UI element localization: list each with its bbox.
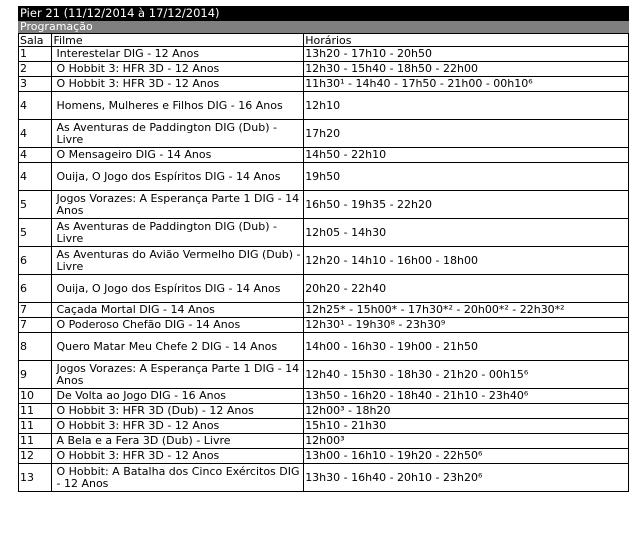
sala-cell: 4 — [19, 148, 52, 163]
showtimes-cell: 12h20 - 14h10 - 16h00 - 18h00 — [304, 247, 629, 275]
film-cell: O Hobbit: A Batalha dos Cinco Exércitos DIG - 12 Anos — [52, 464, 304, 492]
film-cell: O Hobbit 3: HFR 3D - 12 Anos — [52, 419, 304, 434]
column-header-horarios: Horários — [304, 34, 629, 47]
table-row — [19, 333, 629, 361]
film-cell: Ouija, O Jogo dos Espíritos DIG - 14 Anos — [52, 275, 304, 303]
cinema-title: Pier 21 (11/12/2014 à 17/12/2014) — [18, 6, 629, 21]
table-header-row — [19, 34, 629, 47]
showtimes-cell: 17h20 — [304, 120, 629, 148]
table-row — [19, 92, 629, 120]
showtimes-cell: 13h00 - 16h10 - 19h20 - 22h50⁶ — [304, 449, 629, 464]
showtimes-cell: 12h05 - 14h30 — [304, 219, 629, 247]
table-row — [19, 62, 629, 77]
film-cell: As Aventuras de Paddington DIG (Dub) - Livre — [52, 219, 304, 247]
showtimes-cell: 12h10 — [304, 92, 629, 120]
table-row — [19, 275, 629, 303]
sala-cell: 11 — [19, 434, 52, 449]
showtimes-cell: 12h00³ — [304, 434, 629, 449]
showtimes-cell: 14h00 - 16h30 - 19h00 - 21h50 — [304, 333, 629, 361]
film-cell: Caçada Mortal DIG - 14 Anos — [52, 303, 304, 318]
table-row — [19, 247, 629, 275]
table-row — [19, 148, 629, 163]
table-row — [19, 449, 629, 464]
schedule-panel — [18, 6, 629, 492]
section-title: Programação — [18, 21, 629, 33]
schedule-table — [18, 33, 629, 492]
sala-cell: 5 — [19, 191, 52, 219]
sala-cell: 12 — [19, 449, 52, 464]
showtimes-cell: 12h25* - 15h00* - 17h30*² - 20h00*² - 22h30*² — [304, 303, 629, 318]
film-cell: Quero Matar Meu Chefe 2 DIG - 14 Anos — [52, 333, 304, 361]
film-cell: Interestelar DIG - 12 Anos — [52, 47, 304, 62]
film-cell: A Bela e a Fera 3D (Dub) - Livre — [52, 434, 304, 449]
table-row — [19, 389, 629, 404]
sala-cell: 4 — [19, 163, 52, 191]
showtimes-cell: 11h30¹ - 14h40 - 17h50 - 21h00 - 00h10⁶ — [304, 77, 629, 92]
sala-cell: 4 — [19, 92, 52, 120]
showtimes-cell: 13h20 - 17h10 - 20h50 — [304, 47, 629, 62]
table-row — [19, 303, 629, 318]
sala-cell: 7 — [19, 318, 52, 333]
showtimes-cell: 12h30 - 15h40 - 18h50 - 22h00 — [304, 62, 629, 77]
table-row — [19, 77, 629, 92]
film-cell: Homens, Mulheres e Filhos DIG - 16 Anos — [52, 92, 304, 120]
column-header-filme: Filme — [52, 34, 304, 47]
sala-cell: 3 — [19, 77, 52, 92]
showtimes-cell: 12h00³ - 18h20 — [304, 404, 629, 419]
table-row — [19, 404, 629, 419]
sala-cell: 5 — [19, 219, 52, 247]
table-row — [19, 191, 629, 219]
showtimes-cell: 13h50 - 16h20 - 18h40 - 21h10 - 23h40⁶ — [304, 389, 629, 404]
table-row — [19, 163, 629, 191]
sala-cell: 2 — [19, 62, 52, 77]
film-cell: De Volta ao Jogo DIG - 16 Anos — [52, 389, 304, 404]
sala-cell: 11 — [19, 419, 52, 434]
sala-cell: 11 — [19, 404, 52, 419]
showtimes-cell: 19h50 — [304, 163, 629, 191]
sala-cell: 9 — [19, 361, 52, 389]
film-cell: As Aventuras de Paddington DIG (Dub) - Livre — [52, 120, 304, 148]
showtimes-cell: 12h40 - 15h30 - 18h30 - 21h20 - 00h15⁶ — [304, 361, 629, 389]
table-row — [19, 464, 629, 492]
film-cell: O Mensageiro DIG - 14 Anos — [52, 148, 304, 163]
film-cell: O Hobbit 3: HFR 3D (Dub) - 12 Anos — [52, 404, 304, 419]
showtimes-cell: 14h50 - 22h10 — [304, 148, 629, 163]
film-cell: Jogos Vorazes: A Esperança Parte 1 DIG - 14 Anos — [52, 361, 304, 389]
table-row — [19, 120, 629, 148]
film-cell: O Hobbit 3: HFR 3D - 12 Anos — [52, 449, 304, 464]
film-cell: As Aventuras do Avião Vermelho DIG (Dub) - Livre — [52, 247, 304, 275]
sala-cell: 4 — [19, 120, 52, 148]
showtimes-cell: 16h50 - 19h35 - 22h20 — [304, 191, 629, 219]
table-body — [19, 47, 629, 492]
film-cell: O Hobbit 3: HFR 3D - 12 Anos — [52, 77, 304, 92]
column-header-sala: Sala — [19, 34, 52, 47]
sala-cell: 6 — [19, 247, 52, 275]
table-row — [19, 219, 629, 247]
table-row — [19, 318, 629, 333]
film-cell: O Hobbit 3: HFR 3D - 12 Anos — [52, 62, 304, 77]
showtimes-cell: 20h20 - 22h40 — [304, 275, 629, 303]
showtimes-cell: 15h10 - 21h30 — [304, 419, 629, 434]
showtimes-cell: 13h30 - 16h40 - 20h10 - 23h20⁶ — [304, 464, 629, 492]
sala-cell: 13 — [19, 464, 52, 492]
film-cell: O Poderoso Chefão DIG - 14 Anos — [52, 318, 304, 333]
sala-cell: 6 — [19, 275, 52, 303]
film-cell: Jogos Vorazes: A Esperança Parte 1 DIG - 14 Anos — [52, 191, 304, 219]
table-row — [19, 47, 629, 62]
table-row — [19, 419, 629, 434]
sala-cell: 10 — [19, 389, 52, 404]
table-row — [19, 361, 629, 389]
film-cell: Ouija, O Jogo dos Espíritos DIG - 14 Anos — [52, 163, 304, 191]
table-row — [19, 434, 629, 449]
sala-cell: 1 — [19, 47, 52, 62]
showtimes-cell: 12h30¹ - 19h30⁸ - 23h30⁹ — [304, 318, 629, 333]
sala-cell: 8 — [19, 333, 52, 361]
sala-cell: 7 — [19, 303, 52, 318]
